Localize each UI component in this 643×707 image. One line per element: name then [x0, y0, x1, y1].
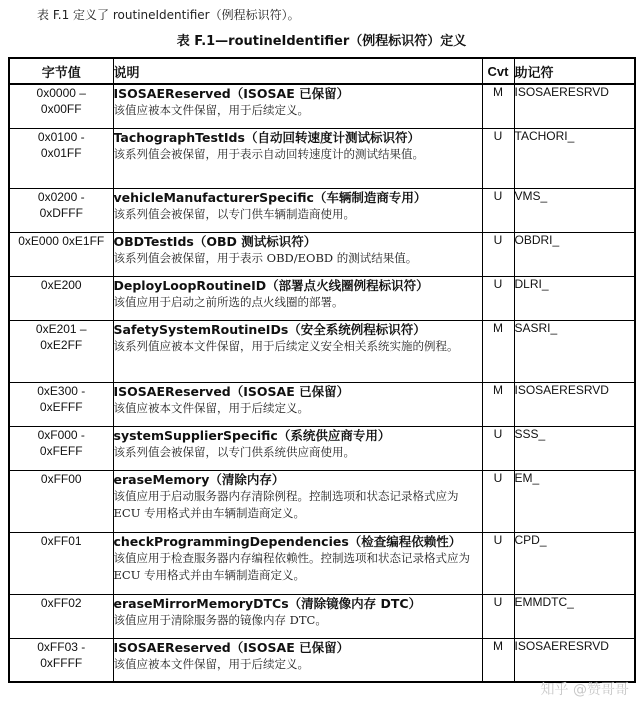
byte-value-line: 0xFF00 — [40, 471, 82, 486]
routine-identifier-table — [8, 57, 636, 683]
routine-description: 该值应被本文件保留，用于后续定义。 — [113, 656, 309, 671]
byte-value-line: 0xFF03 - — [37, 639, 86, 654]
byte-value-line: 0xF000 - — [37, 427, 85, 442]
mnemonic-cell: EMMDTC_ — [514, 594, 635, 638]
intro-text: 表 F.1 定义了 routineIdentifier（例程标识符）。 — [37, 8, 300, 22]
cvt-cell: U — [482, 276, 514, 320]
table-row — [9, 532, 635, 594]
cvt-cell: M — [482, 638, 514, 682]
byte-value-line: 0xEFFF — [39, 399, 83, 414]
table-row — [9, 232, 635, 276]
byte-value-line: 0xFEFF — [39, 443, 83, 458]
routine-description: 该值应用于启动服务器内存清除例程。控制选项和状态记录格式应为 ECU 专用格式并由车辆制造商定义。 — [113, 488, 459, 520]
table-body — [9, 84, 635, 682]
description-cell — [113, 188, 482, 232]
description-cell — [113, 128, 482, 188]
routine-description: 该系列值会被保留，用于表示自动回转速度计的测试结果值。 — [113, 146, 424, 161]
mnemonic-cell: SASRI_ — [514, 320, 635, 382]
routine-name: ISOSAEReserved（ISOSAE 已保留） — [113, 86, 350, 101]
byte-value-line: 0x0000 – — [36, 86, 86, 100]
mnemonic-cell: ISOSAERESRVD — [514, 382, 635, 426]
mnemonic-cell: DLRI_ — [514, 276, 635, 320]
mnemonic-cell: SSS_ — [514, 426, 635, 470]
byte-value-line: 0xE201 – — [35, 321, 87, 336]
byte-value-cell — [9, 426, 113, 470]
byte-value-cell — [9, 128, 113, 188]
header-description: 说明 — [113, 58, 482, 84]
byte-value-cell — [9, 594, 113, 638]
description-cell — [113, 594, 482, 638]
routine-name: OBDTestIds（OBD 测试标识符） — [113, 233, 317, 249]
byte-value-line: 0xFF01 — [40, 533, 82, 548]
cvt-cell: U — [482, 128, 514, 188]
routine-description: 该系列值应被本文件保留，用于后续定义安全相关系统实施的例程。 — [113, 338, 459, 353]
byte-value-cell — [9, 188, 113, 232]
routine-name: TachographTestIds（自动回转速度计测试标识符） — [113, 129, 420, 145]
byte-value-cell — [9, 470, 113, 532]
byte-value-line: 0xE300 - — [37, 383, 86, 398]
routine-name: ISOSAEReserved（ISOSAE 已保留） — [113, 639, 350, 655]
byte-value-line: 0xE2FF — [40, 337, 83, 352]
table-header-row — [9, 58, 635, 84]
routine-name: vehicleManufacturerSpecific（车辆制造商专用） — [113, 189, 427, 205]
cvt-cell: U — [482, 470, 514, 532]
routine-description: 该值应用于清除服务器的镜像内存 DTC。 — [113, 612, 327, 627]
routine-name: checkProgrammingDependencies（检查编程依赖性） — [113, 533, 462, 549]
routine-name: eraseMemory（清除内存） — [113, 471, 285, 487]
routine-description: 该系列值会被保留，用于表示 OBD/EOBD 的测试结果值。 — [113, 250, 418, 265]
table-row — [9, 638, 635, 682]
routine-description: 该值应用于启动之前所选的点火线圈的部署。 — [113, 294, 344, 309]
byte-value-line: 0xFF02 — [40, 595, 82, 610]
mnemonic-cell: OBDRI_ — [514, 232, 635, 276]
byte-value-cell — [9, 84, 113, 128]
header-mnemonic: 助记符 — [514, 58, 635, 84]
cvt-cell: U — [482, 594, 514, 638]
byte-value-line: 0x01FF — [40, 145, 82, 160]
routine-name: DeployLoopRoutineID（部署点火线圈例程标识符） — [113, 277, 429, 293]
routine-name: ISOSAEReserved（ISOSAE 已保留） — [113, 383, 350, 399]
byte-value-line: 0xDFFF — [39, 205, 83, 220]
routine-description: 该系列值会被保留，以专门供车辆制造商使用。 — [113, 206, 355, 221]
description-cell — [113, 320, 482, 382]
byte-value-cell — [9, 638, 113, 682]
cvt-cell: U — [482, 188, 514, 232]
watermark: 知乎 @赞哥哥 — [540, 682, 629, 698]
table-row — [9, 276, 635, 320]
table-row — [9, 426, 635, 470]
byte-value-line: 0x00FF — [40, 102, 82, 116]
table-row — [9, 84, 635, 128]
table-row — [9, 128, 635, 188]
byte-value-line: 0x0100 - — [37, 129, 85, 144]
byte-value-cell — [9, 232, 113, 276]
routine-name: eraseMirrorMemoryDTCs（清除镜像内存 DTC） — [113, 595, 422, 611]
description-cell — [113, 638, 482, 682]
mnemonic-cell: ISOSAERESRVD — [514, 638, 635, 682]
table-row — [9, 320, 635, 382]
byte-value-line: 0xFFFF — [40, 655, 83, 670]
table-row — [9, 382, 635, 426]
description-cell — [113, 532, 482, 594]
cvt-cell: U — [482, 532, 514, 594]
mnemonic-cell: TACHORI_ — [514, 128, 635, 188]
routine-description: 该值应用于检查服务器内存编程依赖性。控制选项和状态记录格式应为 ECU 专用格式并由车辆制造商定义。 — [113, 550, 470, 582]
routine-name: SafetySystemRoutineIDs（安全系统例程标识符） — [113, 321, 426, 337]
table-row — [9, 470, 635, 532]
mnemonic-cell: VMS_ — [514, 188, 635, 232]
description-cell — [113, 426, 482, 470]
description-cell — [113, 232, 482, 276]
cvt-cell: M — [482, 382, 514, 426]
mnemonic-cell: EM_ — [514, 470, 635, 532]
routine-description: 该值应被本文件保留，用于后续定义。 — [113, 103, 309, 117]
byte-value-line: 0x0200 - — [37, 189, 85, 204]
byte-value-cell — [9, 532, 113, 594]
routine-description: 该值应被本文件保留，用于后续定义。 — [113, 400, 309, 415]
byte-value-cell — [9, 276, 113, 320]
mnemonic-cell: CPD_ — [514, 532, 635, 594]
byte-value-cell — [9, 320, 113, 382]
byte-value-cell — [9, 382, 113, 426]
table-row — [9, 594, 635, 638]
routine-name: systemSupplierSpecific（系统供应商专用） — [113, 427, 391, 443]
cvt-cell: M — [482, 320, 514, 382]
table-row — [9, 188, 635, 232]
description-cell — [113, 84, 482, 128]
byte-value-line: 0xE000 0xE1FF — [18, 233, 105, 248]
table-caption: 表 F.1—routineIdentifier（例程标识符）定义 — [176, 34, 467, 49]
description-cell — [113, 470, 482, 532]
routine-description: 该系列值会被保留，以专门供系统供应商使用。 — [113, 444, 355, 459]
cvt-cell: U — [482, 426, 514, 470]
mnemonic-cell: ISOSAERESRVD — [514, 84, 635, 128]
cvt-cell: M — [482, 84, 514, 128]
byte-value-line: 0xE200 — [40, 277, 82, 292]
cvt-cell: U — [482, 232, 514, 276]
description-cell — [113, 382, 482, 426]
description-cell — [113, 276, 482, 320]
header-cvt: Cvt — [482, 58, 514, 84]
header-byte-value: 字节值 — [9, 58, 113, 84]
